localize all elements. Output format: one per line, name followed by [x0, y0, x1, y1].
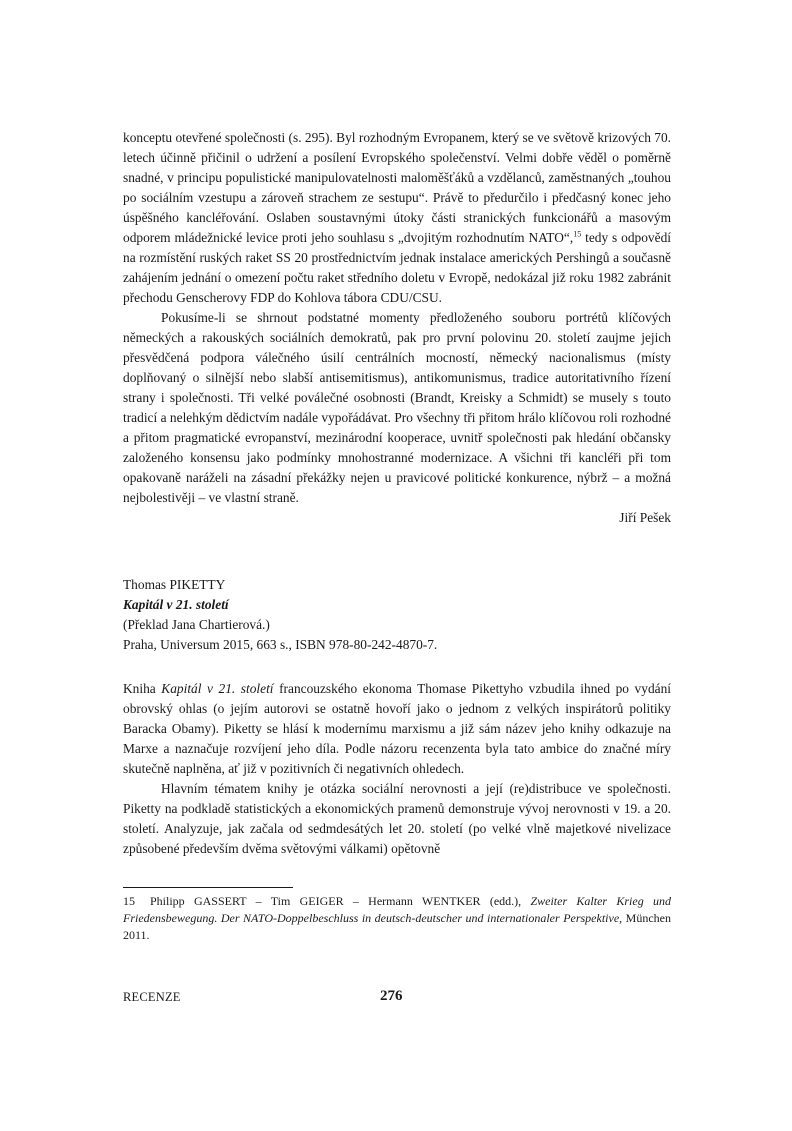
review-text-rest: francouzského ekonoma Thomase Pikettyho vzbudila ihned po vydání obrovský ohlas (o jejím autorovi se ostatně hovoří jako o jednom z velkých inspirátorů politiky Baracka Obamy). Piketty se hlásí k modernímu marxismu a již sám název jeho knihy odkazuje na Marxe a naznačuje rozvíjení jeho díla. Podle názoru recenzenta byla tato ambice do značné míry skutečně naplněna, ať již v pozitivních či negativních ohledech. [123, 681, 672, 776]
article-paragraph-1 [123, 128, 671, 308]
footnote-number: 15 [123, 894, 135, 908]
section-name: RECENZE [123, 990, 181, 1004]
review-paragraph-2: Hlavním tématem knihy je otázka sociální nerovnosti a její (re)distribuce ve společnosti. Piketty na podkladě statistických a ekonomických pramenů demonstruje vývoj nerovnosti v 19. a 20. století. Analyzuje, jak začala od sedmdesátých let 20. století (po velké vlně majetkové nivelizace způsobené především dvěma světovými válkami) opětovně [123, 781, 671, 856]
page-number: 276 [380, 988, 403, 1004]
footnote-ref[interactable]: 15 [573, 229, 582, 239]
article-text-continued: tedy s odpovědí na rozmístění ruských raket SS 20 prostřednictvím jednak instalace amerických Pershingů a současně zahájením jednání o omezení počtu raket středního doletu v Evropě, nedokázal již roku 1982 zabránit přechodu Genscherovy FDP do Kohlova tábora CDU/CSU. [123, 230, 671, 305]
review-paragraph-1 [123, 679, 671, 779]
footnote-authors: Philipp GASSERT – Tim GEIGER – Hermann WENTKER (edd.), [150, 894, 531, 908]
article-paragraph-2: Pokusíme-li se shrnout podstatné momenty předloženého souboru portrétů klíčových německých a rakouských sociálních demokratů, pak pro první polovinu 20. století zaujme jejich přesvědčená podpora válečného úsilí centrálních mocností, německý nacionalismus (místy doplňovaný o silnější nebo slabší antisemitismus), antikomunismus, tradice autoritativního řízení strany i společnosti. Tři velké poválečné osobnosti (Brandt, Kreisky a Schmidt) se musely s touto tradicí a nelehkým dědictvím nadále vypořádávat. Pro všechny tři přitom hrálo klíčovou roli rozhodné a přitom pragmatické evropanství, mezinárodní kooperace, uvnitř společnosti pak hledání občansky založeného konsensu jako podmínky mnohostranné modernizace. A všichni tři kancléři při tom opakovaně naráželi na zásadní překážky nejen u pravicové politické konkurence, nýbrž – a možná nejbolestivěji – ve vlastní straně. [123, 310, 671, 505]
review-text-start: Kniha [123, 681, 162, 696]
footnote [123, 893, 671, 944]
book-publication: Praha, Universum 2015, 663 s., ISBN 978-80-242-4870-7. [123, 637, 438, 652]
book-citation [123, 575, 671, 655]
book-title: Kapitál v 21. století [123, 597, 229, 612]
page-body [123, 128, 671, 859]
footnote-rest: , München 2011. [123, 911, 671, 942]
author-signature: Jiří Pešek [619, 510, 671, 525]
footnote-title: Zweiter Kalter Krieg und Friedensbewegung. Der NATO-Doppelbeschluss in deutsch-deutscher und internationaler Perspektive [123, 894, 671, 925]
book-author: Thomas PIKETTY [123, 577, 226, 592]
book-translation: (Překlad Jana Chartierová.) [123, 617, 270, 632]
footnote-separator [123, 887, 293, 888]
article-text: konceptu otevřené společnosti (s. 295). Byl rozhodným Evropanem, který se ve světově krizových 70. letech účinně přičinil o udržení a posílení Evropského společenství. Velmi dobře věděl o poměrně snadné, v principu populistické manipulovatelnosti maloměšťáků a vzdělanců, zaměstnaných „touhou po sociálním vzestupu a zároveň strachem ze sestupu“. Právě to předurčilo i předčasný konec jeho úspěšného kancléřování. Oslaben soustavnými útoky části stranických funkcionářů a masovým odporem mládežnické levice proti jeho souhlasu s „dvojitým rozhodnutím NATO“, [123, 130, 671, 245]
review-book-title: Kapitál v 21. století [161, 681, 274, 696]
review-body [123, 679, 671, 859]
